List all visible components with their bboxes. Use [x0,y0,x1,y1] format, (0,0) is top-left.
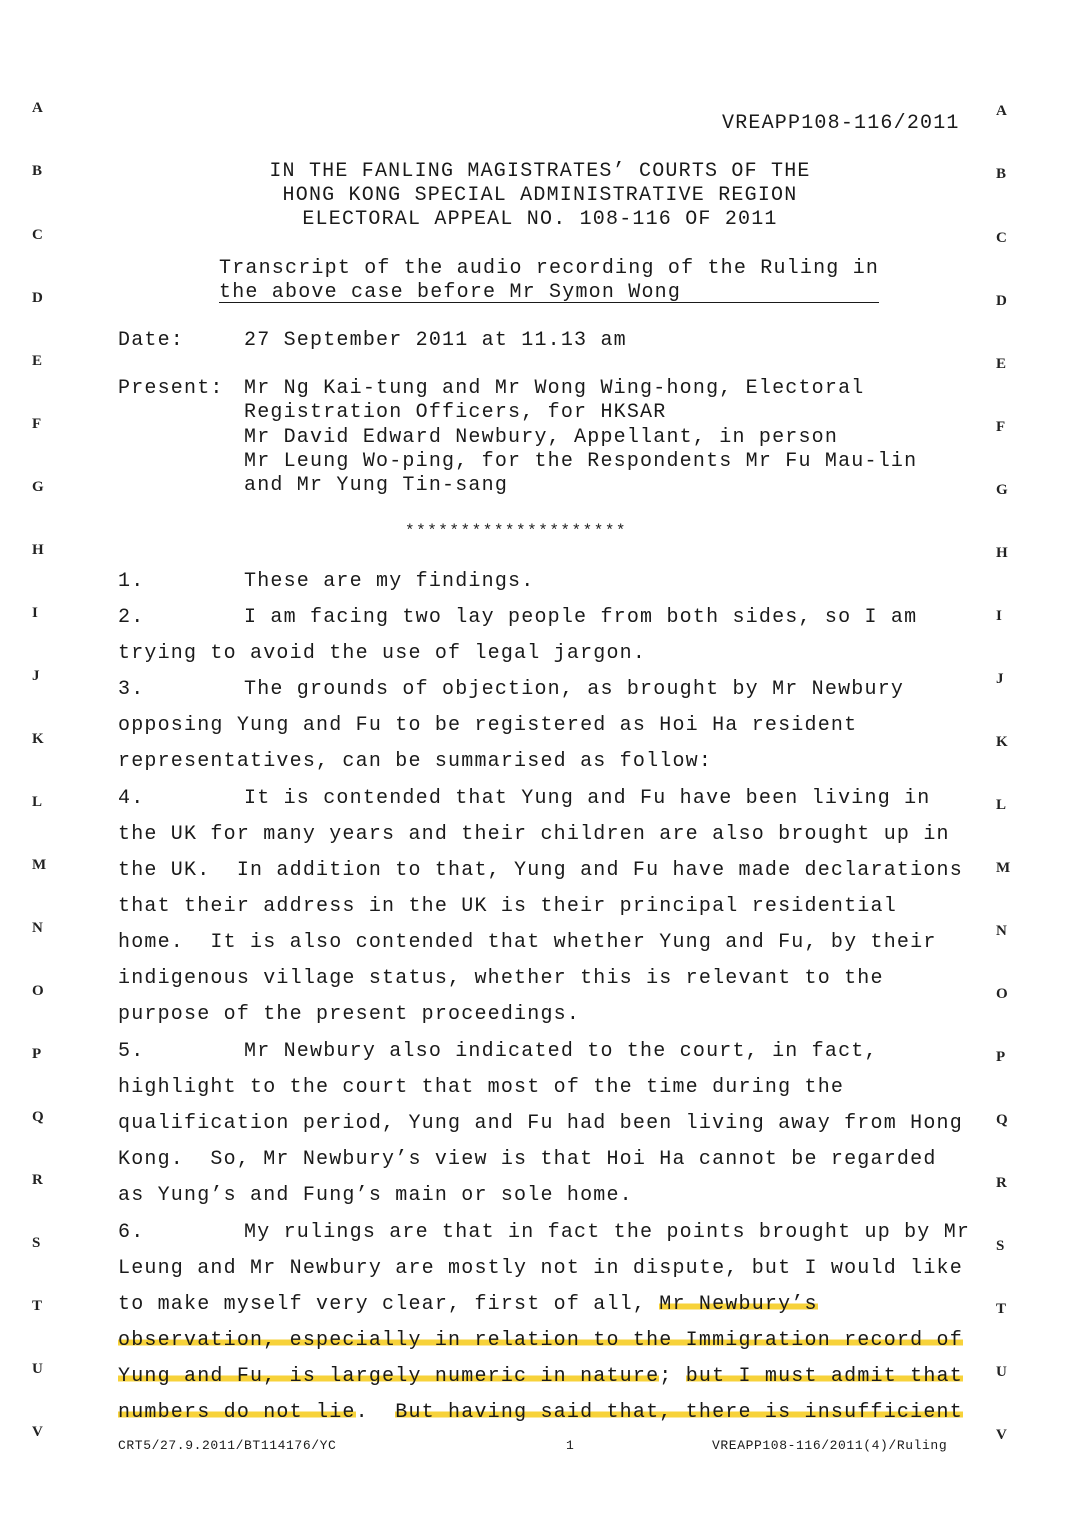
margin-letter-left: T [32,1298,43,1314]
margin-letter-right: B [996,166,1007,182]
margin-letter-left: M [32,857,47,873]
page-number: 1 [566,1438,575,1453]
paragraph-line: Mr Newbury also indicated to the court, in fact, [244,1040,878,1063]
margin-letter-right: R [996,1175,1007,1191]
paragraph-line: as Yung’s and Fung’s main or sole home. [118,1184,633,1207]
paragraph-line: Leung and Mr Newbury are mostly not in dispute, but I would like [118,1257,963,1280]
margin-letter-right: V [996,1427,1007,1443]
highlighted-text: observation, especially in relation to the Immigration record of [118,1329,963,1352]
paragraph-line: The grounds of objection, as brought by Mr Newbury [244,678,905,701]
plain-text: to make myself very clear, first of all, [118,1293,660,1316]
paragraph-line [118,1293,818,1316]
margin-letter-right: E [996,356,1007,372]
highlighted-text: numbers do not lie [118,1401,356,1424]
paragraph-line: Kong. So, Mr Newbury’s view is that Hoi Ha cannot be regarded [118,1148,937,1171]
highlighted-text: Mr Newbury’s [659,1293,818,1316]
margin-letter-right: S [996,1238,1005,1254]
margin-letter-left: S [32,1235,41,1251]
margin-letter-left: U [32,1361,43,1377]
date-value: 27 September 2011 at 11.13 am [244,329,627,352]
present-line: Mr Leung Wo-ping, for the Respondents Mr Fu Mau-lin [244,450,918,473]
margin-letter-left: Q [32,1109,44,1125]
margin-letter-left: G [32,479,44,495]
margin-letter-left: A [32,100,43,116]
heading-line: HONG KONG SPECIAL ADMINISTRATIVE REGION [282,184,798,207]
margin-letter-left: R [32,1172,43,1188]
paragraph-line: the UK. In addition to that, Yung and Fu have made declarations [118,859,963,882]
margin-letter-right: N [996,923,1007,939]
present-label: Present: [118,377,224,400]
paragraph-line [118,1329,963,1352]
present-line: and Mr Yung Tin-sang [244,474,509,497]
paragraph-number: 6. [118,1221,145,1244]
title-underline [219,302,879,303]
paragraph-line: indigenous village status, whether this is relevant to the [118,967,884,990]
heading-line: ELECTORAL APPEAL NO. 108-116 OF 2011 [302,208,778,231]
margin-letter-right: O [996,986,1008,1002]
paragraph-line: representatives, can be summarised as follow: [118,750,713,773]
paragraph-number: 3. [118,678,145,701]
margin-letter-left: O [32,983,44,999]
margin-letter-right: U [996,1364,1007,1380]
highlighted-text: But having said that, there is insufficient [395,1401,963,1424]
paragraph-line: opposing Yung and Fu to be registered as Hoi Ha resident [118,714,858,737]
date-label: Date: [118,329,185,352]
margin-letter-right: D [996,293,1007,309]
margin-letter-right: I [996,608,1002,624]
heading-line: IN THE FANLING MAGISTRATES’ COURTS OF THE [269,160,811,183]
margin-letter-right: K [996,734,1008,750]
title-line: Transcript of the audio recording of the Ruling in [219,257,880,280]
paragraph-number: 1. [118,570,145,593]
plain-text: ; [659,1365,686,1388]
paragraph-line [118,1365,963,1388]
margin-letter-left: N [32,920,43,936]
case-reference: VREAPP108-116/2011 [722,112,960,135]
margin-letter-left: V [32,1424,43,1440]
margin-letter-left: F [32,416,42,432]
margin-letter-left: K [32,731,44,747]
paragraph-line: trying to avoid the use of legal jargon. [118,642,647,665]
paragraph-line: My rulings are that in fact the points brought up by Mr [244,1221,971,1244]
paragraph-line: home. It is also contended that whether Yung and Fu, by their [118,931,937,954]
highlighted-text: Yung and Fu, is largely numeric in nature [118,1365,660,1388]
margin-letter-right: H [996,545,1008,561]
margin-letter-right: T [996,1301,1007,1317]
footer-reference-right: VREAPP108-116/2011(4)/Ruling [712,1438,948,1453]
paragraph-line: I am facing two lay people from both sides, so I am [244,606,918,629]
paragraph-line: These are my findings. [244,570,535,593]
paragraph-number: 4. [118,787,145,810]
present-line: Registration Officers, for HKSAR [244,401,667,424]
margin-letter-left: D [32,290,43,306]
margin-letter-right: C [996,230,1007,246]
margin-letter-right: J [996,671,1004,687]
highlighted-text: but I must admit that [685,1365,963,1388]
margin-letter-left: L [32,794,43,810]
margin-letter-right: A [996,103,1007,119]
margin-letter-right: M [996,860,1011,876]
paragraph-line: the UK for many years and their children are also brought up in [118,823,950,846]
paragraph-line: It is contended that Yung and Fu have been living in [244,787,931,810]
margin-letter-left: C [32,227,43,243]
paragraph-number: 5. [118,1040,145,1063]
margin-letter-right: Q [996,1112,1008,1128]
margin-letter-right: L [996,797,1007,813]
title-line: the above case before Mr Symon Wong [219,281,682,304]
plain-text: . [355,1401,396,1424]
margin-letter-left: H [32,542,44,558]
margin-letter-left: E [32,353,43,369]
margin-letter-right: G [996,482,1008,498]
margin-letter-left: P [32,1046,42,1062]
margin-letter-right: P [996,1049,1006,1065]
present-line: Mr Ng Kai-tung and Mr Wong Wing-hong, Electoral [244,377,865,400]
separator-asterisks: ******************** [405,522,628,540]
present-line: Mr David Edward Newbury, Appellant, in person [244,426,839,449]
margin-letter-left: I [32,605,38,621]
margin-letter-left: J [32,668,40,684]
paragraph-line: qualification period, Yung and Fu had been living away from Hong [118,1112,963,1135]
paragraph-line: purpose of the present proceedings. [118,1003,581,1026]
footer-reference-left: CRT5/27.9.2011/BT114176/YC [118,1438,337,1453]
paragraph-line: highlight to the court that most of the time during the [118,1076,845,1099]
paragraph-line [118,1401,963,1424]
paragraph-number: 2. [118,606,145,629]
margin-letter-left: B [32,163,43,179]
margin-letter-right: F [996,419,1006,435]
paragraph-line: that their address in the UK is their principal residential [118,895,897,918]
